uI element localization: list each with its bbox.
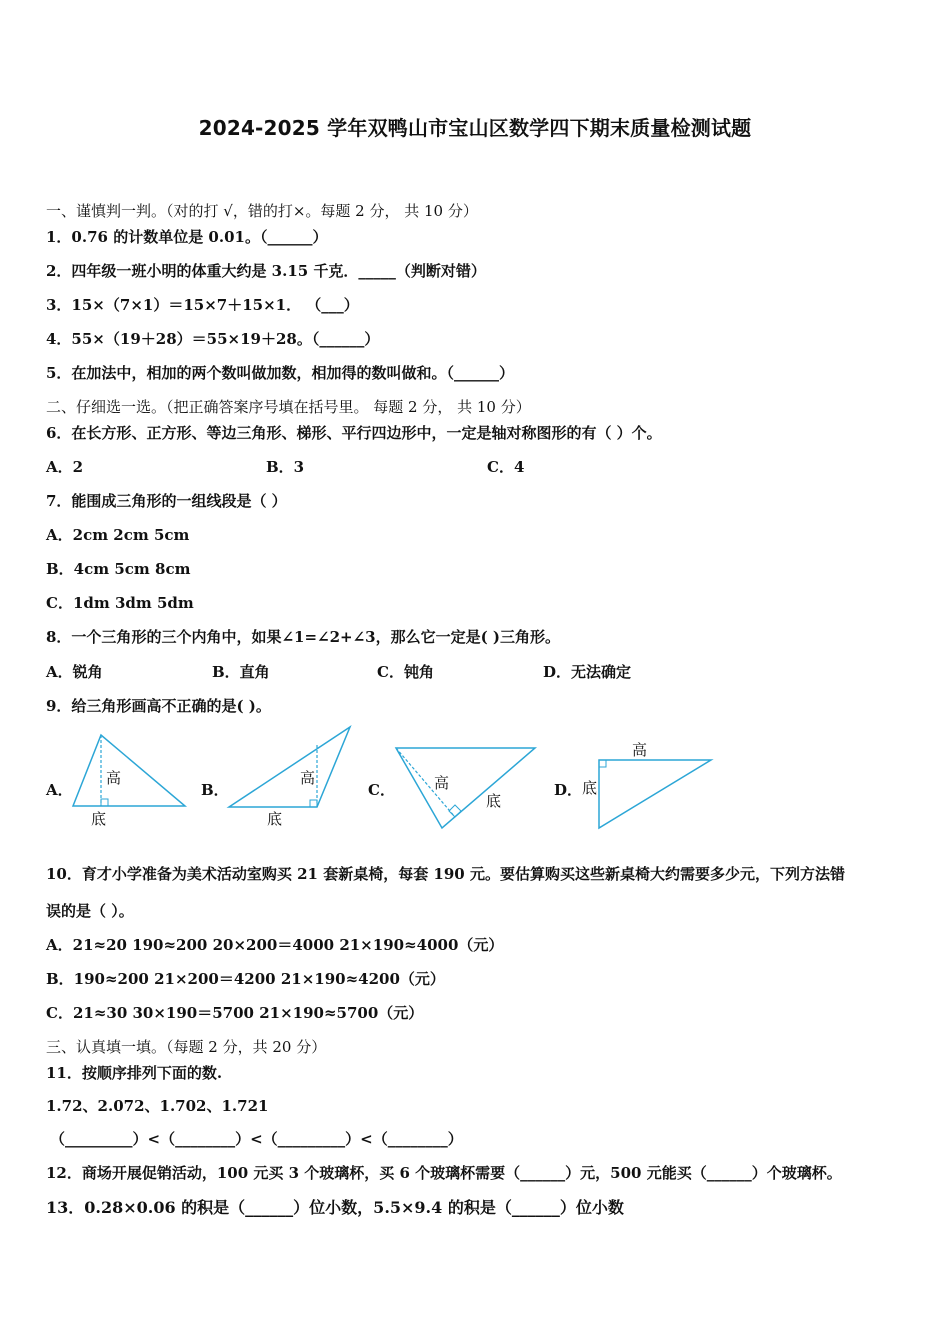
triangle-a <box>73 735 185 828</box>
question-11-numbers: 1.72、2.072、1.702、1.721 <box>46 1097 269 1115</box>
triangle-a-height-label: 高 <box>106 769 122 787</box>
triangle-a-base-label: 底 <box>91 810 107 828</box>
triangle-b <box>229 727 350 828</box>
question-9-stem: 9．给三角形画高不正确的是( )。 <box>46 697 271 715</box>
section2-heading: 二、仔细选一选。（把正确答案序号填在括号里。 每题 2 分， 共 10 分） <box>46 398 531 416</box>
question-10-option-c: C．21≈30 30×190＝5700 21×190≈5700（元） <box>46 1004 424 1022</box>
question-1: 1．0.76 的计数单位是 0.01。（______） <box>46 228 328 246</box>
question-6-option-c: C．4 <box>487 458 525 476</box>
question-10-option-a: A．21≈20 190≈200 20×200＝4000 21×190≈4000（元） <box>46 936 504 954</box>
section1-heading: 一、谨慎判一判。（对的打 √，错的打×。每题 2 分， 共 10 分） <box>46 202 478 220</box>
question-5: 5．在加法中，相加的两个数叫做加数，相加得的数叫做和。（______） <box>46 364 514 382</box>
question-9-label-a: A． <box>46 781 73 799</box>
question-8-option-b: B．直角 <box>212 663 270 681</box>
question-10-stem-line1: 10．育才小学准备为美术活动室购买 21 套新桌椅，每套 190 元。要估算购买这些新桌椅大约需要多少元，下列方法错 <box>46 865 845 883</box>
question-4: 4．55×（19＋28）＝55×19＋28。（______） <box>46 330 380 348</box>
question-6-stem: 6．在长方形、正方形、等边三角形、梯形、平行四边形中，一定是轴对称图形的有（ ）个。 <box>46 424 662 442</box>
question-12: 12．商场开展促销活动，100 元买 3 个玻璃杯，买 6 个玻璃杯需要（______）元，500 元能买（______）个玻璃杯。 <box>46 1164 842 1182</box>
question-7-option-a: A．2cm 2cm 5cm <box>46 526 190 544</box>
question-8-option-c: C．钝角 <box>377 663 434 681</box>
question-9-figures <box>60 725 720 835</box>
question-3: 3．15×（7×1）＝15×7＋15×1． （___） <box>46 296 359 314</box>
question-13: 13．0.28×0.06 的积是（______）位小数，5.5×9.4 的积是（______）位小数 <box>46 1198 624 1217</box>
question-7-stem: 7．能围成三角形的一组线段是（ ） <box>46 492 287 510</box>
question-10-option-b: B．190≈200 21×200＝4200 21×190≈4200（元） <box>46 970 445 988</box>
question-11-answer: （_________）<（________）<（_________）<（________） <box>50 1130 463 1148</box>
triangle-d <box>582 741 711 828</box>
question-10-stem-line2: 误的是（ ）。 <box>46 902 134 920</box>
question-8-option-d: D．无法确定 <box>543 663 632 681</box>
question-6-option-a: A．2 <box>46 458 84 476</box>
triangle-c <box>396 748 535 828</box>
triangle-d-base-label: 底 <box>582 779 598 797</box>
page-title: 2024-2025 学年双鸭山市宝山区数学四下期末质量检测试题 <box>198 116 752 140</box>
question-9-label-d: D． <box>554 781 583 799</box>
question-11-stem: 11．按顺序排列下面的数. <box>46 1064 223 1082</box>
question-7-option-b: B．4cm 5cm 8cm <box>46 560 191 578</box>
triangle-d-height-label: 高 <box>632 741 648 759</box>
triangle-c-height-label: 高 <box>434 774 450 792</box>
question-8-option-a: A．锐角 <box>46 663 103 681</box>
triangle-b-base-label: 底 <box>267 810 283 828</box>
triangle-c-base-label: 底 <box>486 792 502 810</box>
question-2: 2．四年级一班小明的体重大约是 3.15 千克．_____（判断对错） <box>46 262 486 280</box>
question-7-option-c: C．1dm 3dm 5dm <box>46 594 194 612</box>
question-8-stem: 8．一个三角形的三个内角中，如果∠1=∠2+∠3，那么它一定是( )三角形。 <box>46 628 561 646</box>
question-9-label-c: C． <box>368 781 395 799</box>
question-6-option-b: B．3 <box>266 458 305 476</box>
triangle-b-height-label: 高 <box>300 769 316 787</box>
section3-heading: 三、认真填一填。（每题 2 分，共 20 分） <box>46 1038 327 1056</box>
question-9-label-b: B． <box>201 781 229 799</box>
